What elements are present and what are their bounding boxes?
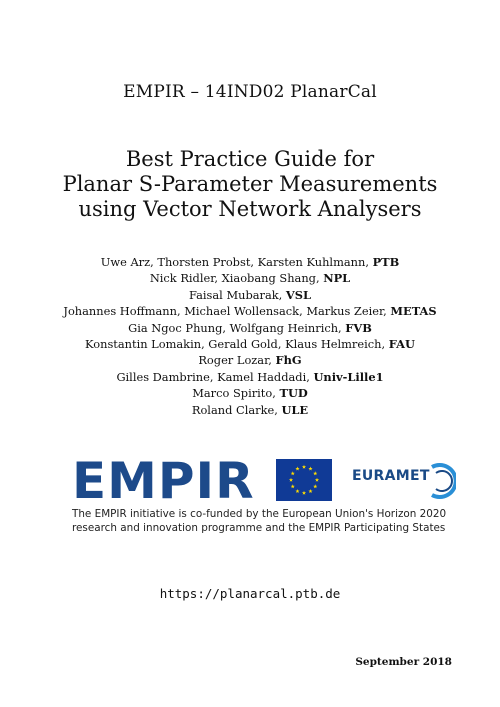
author-list (0, 254, 500, 418)
author-line (0, 303, 500, 319)
project-url-link[interactable]: https://planarcal.ptb.de (159, 586, 341, 601)
author-line (0, 270, 500, 286)
author-names: Nick Ridler, Xiaobang Shang, (149, 271, 324, 286)
author-line (0, 320, 500, 336)
author-org: PTB (372, 255, 400, 269)
author-line (0, 352, 500, 368)
author-line (0, 369, 500, 385)
title-line: using Vector Network Analysers (78, 197, 422, 221)
author-org: FhG (275, 353, 302, 368)
funding-line: The EMPIR initiative is co-funded by the European Union's Horizon 2020 (72, 508, 447, 520)
funding-statement (72, 507, 462, 535)
author-org: METAS (390, 304, 437, 319)
author-line (0, 254, 500, 270)
eu-flag-icon (276, 459, 332, 501)
author-names: Uwe Arz, Thorsten Probst, Karsten Kuhlmann, (100, 255, 373, 269)
document-title (0, 147, 500, 222)
author-org: Univ-Lille1 (313, 369, 384, 384)
publication-date: September 2018 (355, 656, 452, 668)
author-org: FVB (345, 320, 372, 335)
author-org: TUD (279, 386, 308, 401)
author-names: Marco Spirito, (192, 386, 280, 401)
author-line (0, 287, 500, 303)
euramet-ring-icon (428, 459, 456, 503)
funding-line: research and innovation programme and the EMPIR Participating States (72, 522, 446, 534)
author-org: VSL (285, 287, 311, 302)
author-names: Gia Ngoc Phung, Wolfgang Heinrich, (128, 320, 346, 335)
author-org: ULE (281, 402, 309, 417)
euramet-logo (352, 459, 452, 503)
author-names: Gilles Dambrine, Kamel Haddadi, (116, 369, 314, 384)
project-heading: EMPIR – 14IND02 PlanarCal (123, 82, 377, 102)
title-line: Planar S-Parameter Measurements (62, 172, 438, 196)
author-names: Roger Lozar, (198, 353, 276, 368)
author-names: Konstantin Lomakin, Gerald Gold, Klaus Helmreich, (85, 337, 389, 352)
author-line (0, 385, 500, 401)
title-line: Best Practice Guide for (125, 147, 375, 171)
author-line (0, 402, 500, 418)
euramet-wordmark: EURAMET (352, 468, 430, 484)
logo-row (72, 452, 452, 510)
eu-flag-stars (276, 459, 332, 501)
author-names: Faisal Mubarak, (188, 287, 286, 302)
empir-logo: EMPIR (72, 452, 255, 510)
author-names: Johannes Hoffmann, Michael Wollensack, Markus Zeier, (63, 304, 391, 319)
author-org: FAU (388, 337, 415, 352)
author-org: NPL (323, 271, 351, 286)
author-line (0, 336, 500, 352)
author-names: Roland Clarke, (191, 402, 282, 417)
